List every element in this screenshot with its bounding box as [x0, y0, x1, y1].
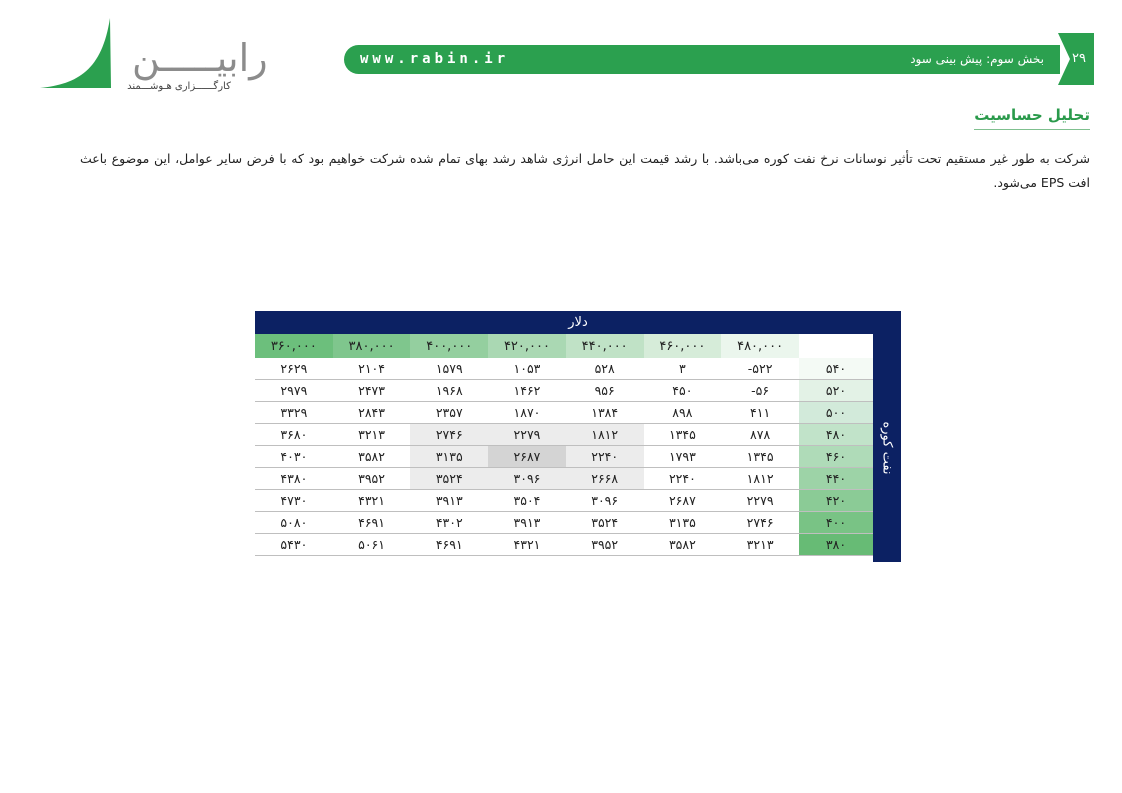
table-cell: ۱۴۶۲: [488, 380, 566, 402]
table-cell: ۲۷۴۶: [410, 424, 488, 446]
table-cell: -۵۲۲: [721, 358, 799, 380]
table-cell: ۳۵۰۴: [488, 490, 566, 512]
row-axis-label: نفت کوره: [879, 421, 895, 475]
table-row: [255, 512, 873, 534]
website-link[interactable]: www.rabin.ir: [360, 51, 510, 67]
table-cell: ۱۸۷۰: [488, 402, 566, 424]
table-cell: ۱۸۱۲: [721, 468, 799, 490]
table-cell: ۱۳۴۵: [644, 424, 722, 446]
table-row: [255, 358, 873, 380]
column-header: ۳۶۰,۰۰۰: [255, 334, 333, 358]
column-header: ۴۸۰,۰۰۰: [721, 334, 799, 358]
column-header-row: [255, 334, 873, 358]
table-cell: ۵۴۳۰: [255, 534, 333, 556]
table-cell: ۳۵۲۴: [410, 468, 488, 490]
table-cell: ۴۰۳۰: [255, 446, 333, 468]
body-paragraph: شرکت به طور غیر مستقیم تحت تأثیر نوسانات نرخ نفت کوره می‌باشد. با رشد قیمت این حامل انرژی شاهد رشد بهای تمام شده شرکت خواهیم بود که با فرض سایر عوامل، این موضوع باعث افت EPS می‌شود.: [80, 151, 1090, 190]
table-cell: ۳۲۱۳: [333, 424, 411, 446]
table-cell: ۳: [644, 358, 722, 380]
row-header: ۴۶۰: [799, 446, 873, 468]
table-cell: ۲۲۷۹: [721, 490, 799, 512]
section-heading: تحلیل حساسیت: [974, 106, 1090, 130]
table-cell: ۳۱۳۵: [644, 512, 722, 534]
table-cell: -۵۶: [721, 380, 799, 402]
table-cell: ۲۸۴۳: [333, 402, 411, 424]
table-cell: ۲۶۶۸: [566, 468, 644, 490]
table-cell: ۲۲۴۰: [644, 468, 722, 490]
table-cell: ۳۹۱۳: [488, 512, 566, 534]
table-cell: ۱۷۹۳: [644, 446, 722, 468]
table-cell: ۴۵۰: [644, 380, 722, 402]
table-cell: ۳۵۲۴: [566, 512, 644, 534]
row-header: ۴۴۰: [799, 468, 873, 490]
table-row: [255, 424, 873, 446]
column-header: ۴۴۰,۰۰۰: [566, 334, 644, 358]
section-title: بخش سوم: پیش بینی سود: [910, 52, 1044, 66]
table-cell: ۲۶۸۷: [488, 446, 566, 468]
header-bar: [344, 45, 1060, 74]
table-row: [255, 490, 873, 512]
table-cell: ۱۰۵۳: [488, 358, 566, 380]
table-cell: ۱۹۶۸: [410, 380, 488, 402]
table-corner: [799, 334, 873, 358]
row-header: ۴۲۰: [799, 490, 873, 512]
table-cell: ۳۶۸۰: [255, 424, 333, 446]
table-cell: ۲۲۷۹: [488, 424, 566, 446]
table-cell: ۳۵۸۲: [333, 446, 411, 468]
table-cell: ۸۷۸: [721, 424, 799, 446]
column-header: ۳۸۰,۰۰۰: [333, 334, 411, 358]
row-header: ۴۸۰: [799, 424, 873, 446]
table-cell: ۴۶۹۱: [410, 534, 488, 556]
table-cell: ۴۱۱: [721, 402, 799, 424]
table-cell: ۵۰۸۰: [255, 512, 333, 534]
table-cell: ۱۳۸۴: [566, 402, 644, 424]
rabin-logo: [40, 18, 270, 96]
row-header: ۵۲۰: [799, 380, 873, 402]
table-cell: ۳۱۳۵: [410, 446, 488, 468]
table-row: [255, 534, 873, 556]
table-cell: ۹۵۶: [566, 380, 644, 402]
table-cell: ۴۳۰۲: [410, 512, 488, 534]
table-cell: ۴۳۲۱: [488, 534, 566, 556]
column-header: ۴۰۰,۰۰۰: [410, 334, 488, 358]
table-cell: ۲۹۷۹: [255, 380, 333, 402]
table-cell: ۸۹۸: [644, 402, 722, 424]
table-cell: ۳۹۵۲: [566, 534, 644, 556]
row-header: ۵۰۰: [799, 402, 873, 424]
table-cell: ۲۶۸۷: [644, 490, 722, 512]
page-number: ۲۹: [1072, 51, 1086, 66]
row-header: ۳۸۰: [799, 534, 873, 556]
table-cell: ۴۶۹۱: [333, 512, 411, 534]
table-cell: ۴۳۲۱: [333, 490, 411, 512]
row-header: ۵۴۰: [799, 358, 873, 380]
sensitivity-grid: [255, 334, 873, 556]
table-cell: ۴۳۸۰: [255, 468, 333, 490]
table-cell: ۴۷۳۰: [255, 490, 333, 512]
table-cell: ۱۸۱۲: [566, 424, 644, 446]
table-cell: ۳۵۸۲: [644, 534, 722, 556]
table-cell: ۲۱۰۴: [333, 358, 411, 380]
logo-swoosh-icon: [40, 18, 140, 96]
table-cell: ۲۷۴۶: [721, 512, 799, 534]
table-cell: ۲۴۷۳: [333, 380, 411, 402]
table-cell: ۳۹۵۲: [333, 468, 411, 490]
table-cell: ۳۳۲۹: [255, 402, 333, 424]
table-cell: ۱۳۴۵: [721, 446, 799, 468]
logo-wordmark: رابیـــــن: [132, 36, 268, 80]
table-cell: ۳۰۹۶: [566, 490, 644, 512]
table-row: [255, 402, 873, 424]
table-cell: ۲۶۲۹: [255, 358, 333, 380]
column-axis-label: دلار: [255, 311, 901, 334]
table-row: [255, 380, 873, 402]
column-header: ۴۲۰,۰۰۰: [488, 334, 566, 358]
table-cell: ۲۲۴۰: [566, 446, 644, 468]
row-header: ۴۰۰: [799, 512, 873, 534]
table-cell: ۳۹۱۳: [410, 490, 488, 512]
table-cell: ۱۵۷۹: [410, 358, 488, 380]
column-header: ۴۶۰,۰۰۰: [644, 334, 722, 358]
table-cell: ۲۳۵۷: [410, 402, 488, 424]
sensitivity-table: [255, 311, 901, 562]
table-cell: ۵۲۸: [566, 358, 644, 380]
table-cell: ۳۲۱۳: [721, 534, 799, 556]
table-cell: ۳۰۹۶: [488, 468, 566, 490]
logo-subtitle: کارگــــــزاری هـوشـــمند: [127, 81, 231, 92]
table-row: [255, 468, 873, 490]
table-cell: ۵۰۶۱: [333, 534, 411, 556]
table-row: [255, 446, 873, 468]
